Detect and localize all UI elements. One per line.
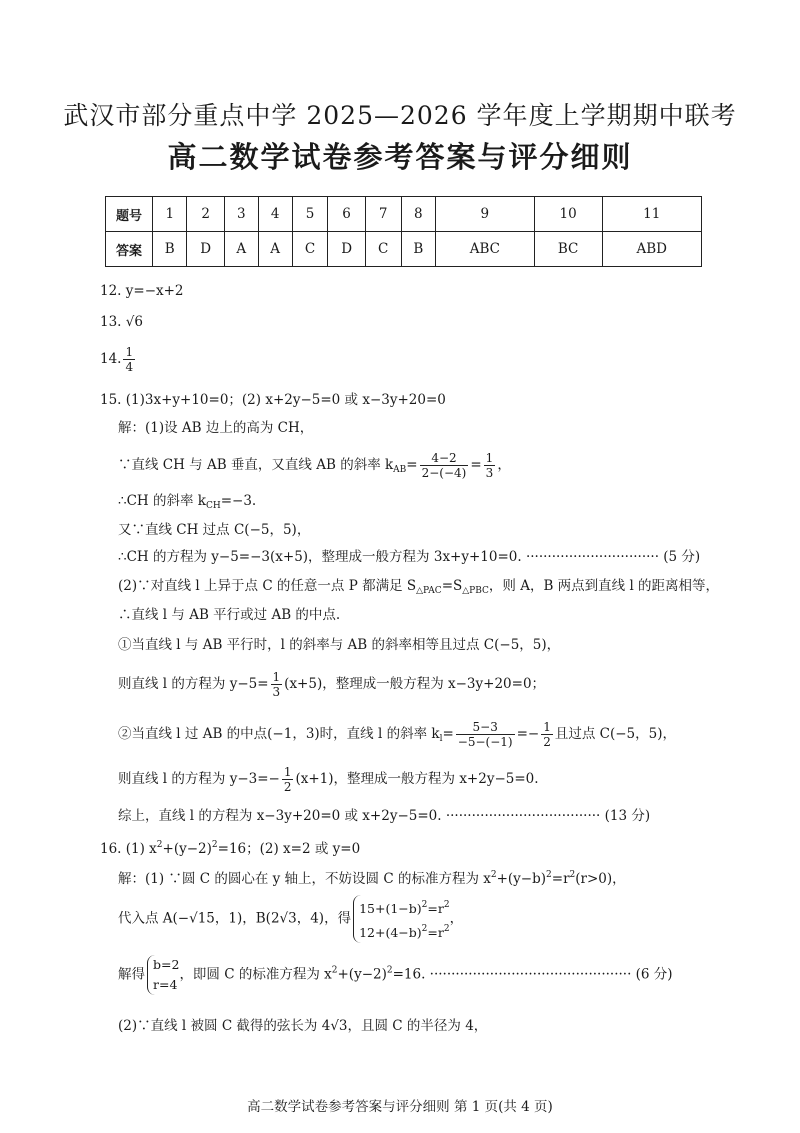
question-number: 1 [153, 197, 187, 232]
question-number: 2 [187, 197, 224, 232]
fraction: $\frac{1}{4}$ [125, 345, 134, 374]
answer-cell: ABC [436, 232, 535, 267]
question-number: 4 [258, 197, 292, 232]
fraction: $\frac{1}{3}$ [272, 670, 281, 699]
equation-system: b=2 r=4 [147, 955, 179, 995]
answer-cell: BC [534, 232, 602, 267]
solution-line: ∵直线 CH 与 AB 垂直，又直线 AB 的斜率 $k_{AB}=$ $\frac{4-2}{2-(-4)}$ = $\frac{1}{3}$ ， [118, 451, 511, 480]
question-number: 7 [365, 197, 401, 232]
question-number: 9 [436, 197, 535, 232]
answer-q16: 16. (1) $x^2+(y-2)^2=16$；(2) x=2 或 y=0 [100, 840, 361, 857]
answer-cell: B [401, 232, 435, 267]
question-number: 5 [292, 197, 328, 232]
solution-line: ∴CH 的斜率 $k_{CH}=-3$. [118, 493, 257, 511]
answer-cell: D [187, 232, 224, 267]
row-label-question: 题号 [106, 197, 153, 232]
answer-cell: A [258, 232, 292, 267]
solution-line: 则直线 l 的方程为 y−5= $\frac{1}{3}$ (x+5)，整理成一般方程为 x−3y+20=0； [118, 670, 546, 699]
question-number-row [106, 197, 702, 232]
answer-cell: A [224, 232, 258, 267]
exam-title: 武汉市部分重点中学 2025—2026 学年度上学期期中联考 [63, 101, 737, 130]
solution-line: 代入点 A(−√15，1)，B(2√3，4)，得 $15+(1-b)^2=r^2$ $12+(4-b)^2=r^2$ ， [118, 895, 463, 943]
answer-cell: C [365, 232, 401, 267]
question-number: 8 [401, 197, 435, 232]
answer-q14: 14. $\frac{1}{4}$ [100, 345, 134, 374]
fraction: $\frac{1}{3}$ [485, 451, 494, 480]
solution-line: 解：(1)设 AB 边上的高为 CH， [118, 420, 314, 436]
solution-line: ①当直线 l 与 AB 平行时，l 的斜率与 AB 的斜率相等且过点 C(−5，5)， [118, 637, 561, 653]
question-number: 11 [602, 197, 701, 232]
solution-line: 解：(1) ∵圆 C 的圆心在 y 轴上，不妨设圆 C 的标准方程为 $x^2+(y-b)^2=r^2(r>0)$， [118, 870, 626, 887]
solution-line: 则直线 l 的方程为 y−3=− $\frac{1}{2}$ (x+1)，整理成一般方程为 x+2y−5=0. [118, 765, 539, 794]
fraction: $\frac{5-3}{-5-(-1)}$ [457, 720, 513, 749]
question-number: 10 [534, 197, 602, 232]
page-footer: 高二数学试卷参考答案与评分细则 第 1 页(共 4 页) [247, 1099, 553, 1115]
document-title: 高二数学试卷参考答案与评分细则 [167, 140, 633, 174]
row-label-answer: 答案 [106, 232, 153, 267]
question-number: 6 [328, 197, 365, 232]
answer-q13: 13. √6 [100, 314, 143, 330]
answer-cell: B [153, 232, 187, 267]
fraction: $\frac{1}{2}$ [543, 720, 551, 749]
answer-cell: D [328, 232, 365, 267]
solution-line: 综上，直线 l 的方程为 x−3y+20=0 或 x+2y−5=0. ···································· (13 分) [118, 808, 651, 824]
solution-line: (2)∵直线 l 被圆 C 截得的弦长为 4√3，且圆 C 的半径为 4， [118, 1018, 488, 1034]
answer-cell: C [292, 232, 328, 267]
answer-table [105, 196, 702, 267]
solution-line: ∴直线 l 与 AB 平行或过 AB 的中点. [118, 607, 341, 623]
solution-line: (2)∵对直线 l 上异于点 C 的任意一点 P 都满足 $S_{\triangle PAC}=S_{\triangle PBC}$，则 A，B 两点到直线 l 的距离相等， [118, 578, 720, 596]
equation-system: $15+(1-b)^2=r^2$ $12+(4-b)^2=r^2$ [353, 895, 449, 943]
solution-line: 又∵直线 CH 过点 C(−5，5)， [118, 522, 311, 538]
answer-cell: ABD [602, 232, 701, 267]
fraction: $\frac{4-2}{2-(-4)}$ [421, 451, 467, 480]
solution-line: 解得 b=2 r=4 ，即圆 C 的标准方程为 $x^2+(y-2)^2=16$. ··············································· (6 分) [118, 955, 673, 995]
answer-q15: 15. (1)3x+y+10=0；(2) x+2y−5=0 或 x−3y+20=0 [100, 392, 446, 408]
solution-line: ∴CH 的方程为 y−5=−3(x+5)，整理成一般方程为 3x+y+10=0. ······························· (5 分) [118, 549, 701, 565]
answer-row [106, 232, 702, 267]
question-number: 3 [224, 197, 258, 232]
fraction: $\frac{1}{2}$ [283, 765, 292, 794]
answer-q12: 12. y=−x+2 [100, 283, 184, 299]
solution-line: ②当直线 l 过 AB 的中点(−1，3)时，直线 l 的斜率 $k_l=$ $\frac{5-3}{-5-(-1)}$ =− $\frac{1}{2}$ 且过点 C(−5，5)， [118, 720, 676, 749]
